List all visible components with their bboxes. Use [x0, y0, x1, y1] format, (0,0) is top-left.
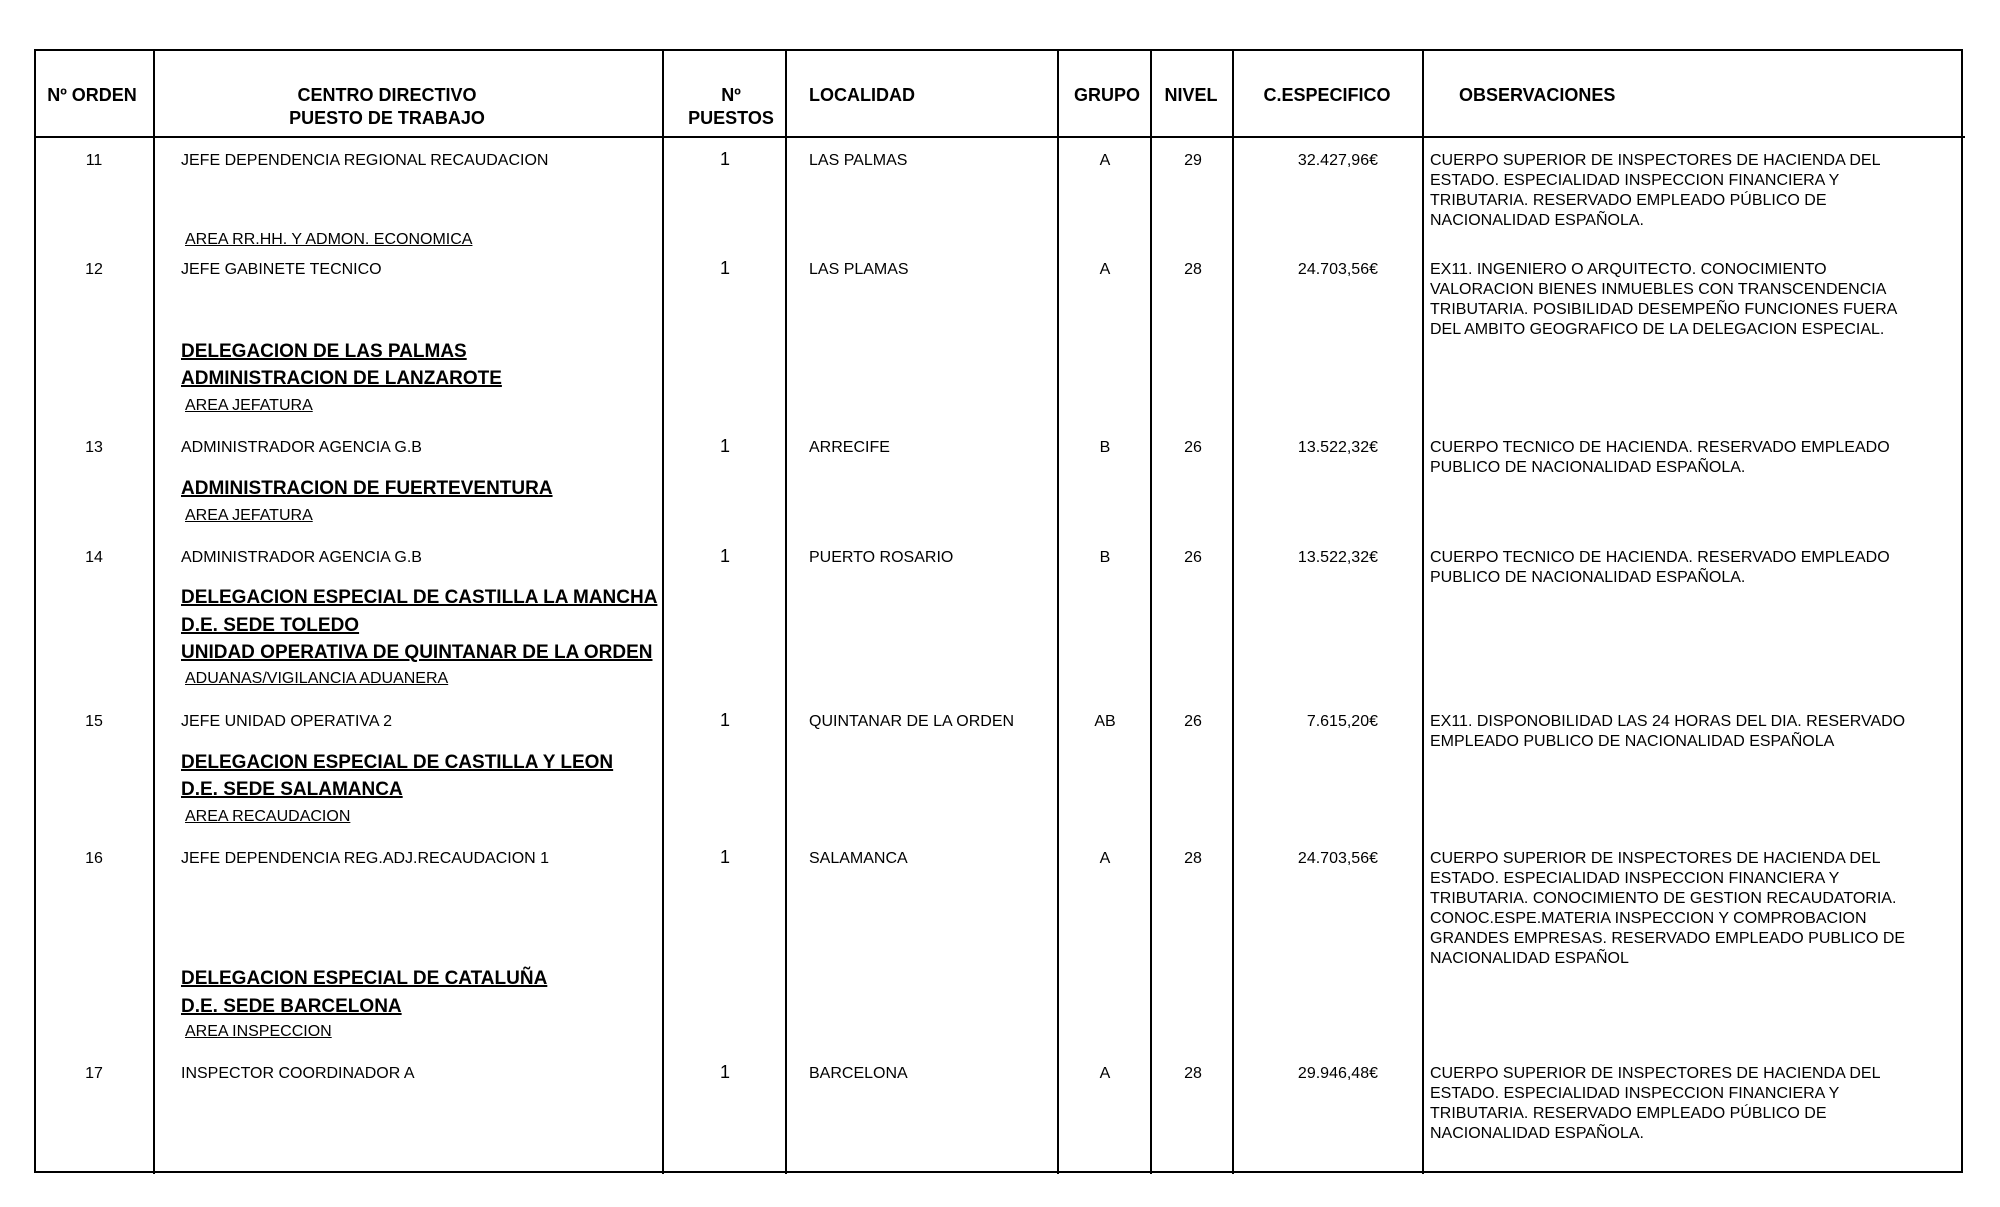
nivel-cell: 28 — [1184, 1065, 1202, 1082]
orden-cell: 16 — [85, 850, 103, 867]
puestos-cell: 1 — [719, 710, 731, 730]
localidad-cell: PUERTO ROSARIO — [809, 549, 954, 566]
puestos-cell: 1 — [719, 258, 731, 278]
header-localidad: LOCALIDAD — [809, 85, 915, 105]
observaciones-line: GRANDES EMPRESAS. RESERVADO EMPLEADO PUBLICO DE — [1430, 930, 1906, 947]
header-n: Nº — [721, 85, 741, 105]
localidad-cell: LAS PALMAS — [809, 152, 908, 169]
column-divider — [1150, 49, 1152, 1174]
puestos-cell: 1 — [719, 149, 731, 169]
observaciones-line: NACIONALIDAD ESPAÑOLA. — [1430, 1125, 1644, 1142]
puesto-cell: JEFE DEPENDENCIA REGIONAL RECAUDACION — [181, 152, 549, 169]
nivel-cell: 26 — [1184, 549, 1202, 566]
observaciones-cell — [1430, 712, 1905, 752]
puestos-cell: 1 — [719, 436, 731, 456]
localidad-cell: SALAMANCA — [809, 850, 908, 867]
nivel-cell: 29 — [1184, 152, 1202, 169]
area-label: AREA INSPECCION — [185, 1023, 332, 1040]
section-heading: D.E. SEDE SALAMANCA — [181, 779, 403, 800]
nivel-cell: 28 — [1184, 850, 1202, 867]
header-puesto-trabajo: PUESTO DE TRABAJO — [289, 108, 485, 128]
grupo-cell: AB — [1094, 713, 1116, 730]
puestos-cell: 1 — [719, 847, 731, 867]
puesto-cell: JEFE DEPENDENCIA REG.ADJ.RECAUDACION 1 — [181, 850, 550, 867]
orden-cell: 15 — [85, 713, 103, 730]
puesto-cell: INSPECTOR COORDINADOR A — [181, 1065, 415, 1082]
column-divider — [785, 49, 787, 1174]
area-label: AREA RR.HH. Y ADMON. ECONOMICA — [185, 231, 473, 248]
nivel-cell: 28 — [1184, 261, 1202, 278]
header-puestos: PUESTOS — [688, 108, 774, 128]
nivel-cell: 26 — [1184, 713, 1202, 730]
grupo-cell: A — [1099, 261, 1111, 278]
area-label: AREA JEFATURA — [185, 397, 313, 414]
observaciones-line: PUBLICO DE NACIONALIDAD ESPAÑOLA. — [1430, 569, 1746, 586]
section-heading: DELEGACION ESPECIAL DE CASTILLA Y LEON — [181, 752, 614, 773]
orden-cell: 12 — [85, 261, 103, 278]
puesto-cell: ADMINISTRADOR AGENCIA G.B — [181, 439, 422, 456]
observaciones-cell — [1430, 1064, 1880, 1144]
section-heading: DELEGACION DE LAS PALMAS — [181, 341, 467, 362]
puesto-cell: ADMINISTRADOR AGENCIA G.B — [181, 549, 422, 566]
section-heading: ADMINISTRACION DE FUERTEVENTURA — [181, 478, 553, 499]
header-grupo: GRUPO — [1073, 85, 1141, 105]
localidad-cell: QUINTANAR DE LA ORDEN — [809, 713, 1015, 730]
observaciones-line: NACIONALIDAD ESPAÑOLA. — [1430, 212, 1644, 229]
section-heading: UNIDAD OPERATIVA DE QUINTANAR DE LA ORDEN — [181, 642, 653, 663]
especifico-cell: 32.427,96€ — [1297, 152, 1378, 169]
area-label: AREA JEFATURA — [185, 507, 313, 524]
header-nivel: NIVEL — [1164, 85, 1218, 105]
especifico-cell: 24.703,56€ — [1297, 261, 1378, 278]
observaciones-cell — [1430, 260, 1897, 340]
column-divider — [1232, 49, 1234, 1174]
header-especifico: C.ESPECIFICO — [1263, 85, 1391, 105]
especifico-cell: 29.946,48€ — [1297, 1065, 1378, 1082]
observaciones-cell — [1430, 548, 1890, 588]
puesto-cell: JEFE GABINETE TECNICO — [181, 261, 382, 278]
especifico-cell: 7.615,20€ — [1306, 713, 1378, 730]
column-divider — [1057, 49, 1059, 1174]
column-divider — [662, 49, 664, 1174]
observaciones-line: CUERPO SUPERIOR DE INSPECTORES DE HACIENDA DEL — [1430, 850, 1881, 867]
observaciones-line: ESTADO. ESPECIALIDAD INSPECCION FINANCIERA Y — [1430, 870, 1840, 887]
grupo-cell: A — [1099, 850, 1111, 867]
orden-cell: 14 — [85, 549, 103, 566]
section-heading: ADMINISTRACION DE LANZAROTE — [181, 368, 502, 389]
section-heading: D.E. SEDE TOLEDO — [181, 615, 360, 636]
nivel-cell: 26 — [1184, 439, 1202, 456]
observaciones-line: NACIONALIDAD ESPAÑOL — [1430, 950, 1629, 967]
section-heading: D.E. SEDE BARCELONA — [181, 996, 402, 1017]
observaciones-line: TRIBUTARIA. CONOCIMIENTO DE GESTION RECAUDATORIA. — [1430, 890, 1897, 907]
header-divider — [34, 136, 1965, 138]
observaciones-cell — [1430, 438, 1890, 478]
observaciones-line: EX11. INGENIERO O ARQUITECTO. CONOCIMIENTO — [1430, 261, 1827, 278]
orden-cell: 13 — [85, 439, 103, 456]
observaciones-line: TRIBUTARIA. RESERVADO EMPLEADO PÚBLICO DE — [1430, 1105, 1827, 1122]
header-centro-directivo: CENTRO DIRECTIVO — [297, 85, 477, 105]
observaciones-line: TRIBUTARIA. RESERVADO EMPLEADO PÚBLICO DE — [1430, 192, 1827, 209]
observaciones-line: EX11. DISPONOBILIDAD LAS 24 HORAS DEL DIA. RESERVADO — [1430, 713, 1906, 730]
observaciones-line: CUERPO SUPERIOR DE INSPECTORES DE HACIENDA DEL — [1430, 1065, 1881, 1082]
orden-cell: 17 — [85, 1065, 103, 1082]
section-heading: DELEGACION ESPECIAL DE CATALUÑA — [181, 968, 548, 989]
especifico-cell: 24.703,56€ — [1297, 850, 1378, 867]
localidad-cell: LAS PLAMAS — [809, 261, 909, 278]
observaciones-line: VALORACION BIENES INMUEBLES CON TRANSCENDENCIA — [1430, 281, 1887, 298]
observaciones-line: ESTADO. ESPECIALIDAD INSPECCION FINANCIERA Y — [1430, 1085, 1840, 1102]
puestos-cell: 1 — [719, 1062, 731, 1082]
grupo-cell: A — [1099, 152, 1111, 169]
observaciones-line: CUERPO SUPERIOR DE INSPECTORES DE HACIENDA DEL — [1430, 152, 1881, 169]
header-orden: Nº ORDEN — [47, 85, 137, 105]
observaciones-line: TRIBUTARIA. POSIBILIDAD DESEMPEÑO FUNCIONES FUERA — [1430, 301, 1898, 318]
puesto-cell: JEFE UNIDAD OPERATIVA 2 — [181, 713, 393, 730]
observaciones-line: CUERPO TECNICO DE HACIENDA. RESERVADO EMPLEADO — [1430, 549, 1890, 566]
especifico-cell: 13.522,32€ — [1297, 549, 1378, 566]
observaciones-line: ESTADO. ESPECIALIDAD INSPECCION FINANCIERA Y — [1430, 172, 1840, 189]
observaciones-cell — [1430, 151, 1880, 231]
especifico-cell: 13.522,32€ — [1297, 439, 1378, 456]
observaciones-line: DEL AMBITO GEOGRAFICO DE LA DELEGACION ESPECIAL. — [1430, 321, 1885, 338]
observaciones-line: CONOC.ESPE.MATERIA INSPECCION Y COMPROBACION — [1430, 910, 1867, 927]
grupo-cell: B — [1099, 549, 1111, 566]
observaciones-line: CUERPO TECNICO DE HACIENDA. RESERVADO EMPLEADO — [1430, 439, 1890, 456]
observaciones-cell — [1430, 849, 1905, 969]
area-label: ADUANAS/VIGILANCIA ADUANERA — [185, 670, 449, 687]
area-label: AREA RECAUDACION — [185, 808, 351, 825]
column-divider — [1422, 49, 1424, 1174]
grupo-cell: B — [1099, 439, 1111, 456]
orden-cell: 11 — [85, 152, 103, 169]
localidad-cell: BARCELONA — [809, 1065, 908, 1082]
observaciones-line: PUBLICO DE NACIONALIDAD ESPAÑOLA. — [1430, 459, 1746, 476]
grupo-cell: A — [1099, 1065, 1111, 1082]
section-heading: DELEGACION ESPECIAL DE CASTILLA LA MANCHA — [181, 587, 658, 608]
puestos-cell: 1 — [719, 546, 731, 566]
column-divider — [153, 49, 155, 1174]
observaciones-line: EMPLEADO PUBLICO DE NACIONALIDAD ESPAÑOLA — [1430, 733, 1835, 750]
header-observaciones: OBSERVACIONES — [1459, 85, 1616, 105]
localidad-cell: ARRECIFE — [809, 439, 890, 456]
